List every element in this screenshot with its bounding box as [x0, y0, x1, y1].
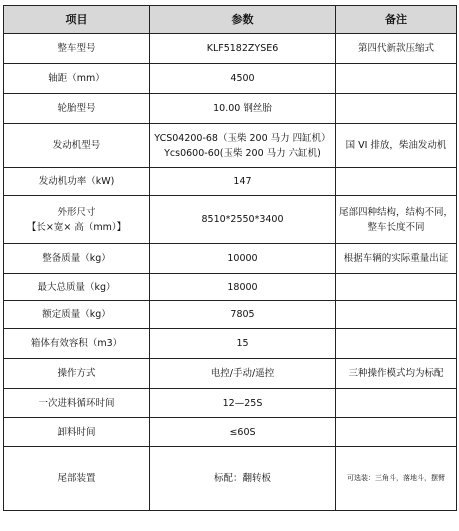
- row-item: 箱体有效容积（m3）: [4, 329, 150, 359]
- row-note: 根据车辆的实际重量出证: [336, 244, 457, 274]
- row-param: KLF5182ZYSE6: [150, 34, 336, 64]
- row-note: [336, 94, 457, 124]
- row-param: 147: [150, 168, 336, 196]
- row-item-line: 外形尺寸: [57, 206, 96, 218]
- table-row: [4, 329, 457, 359]
- table-row: [4, 64, 457, 94]
- header-note: 备注: [336, 6, 457, 34]
- table-row: [4, 168, 457, 196]
- header-row: [4, 6, 457, 34]
- table-row: [4, 301, 457, 329]
- table-row: [4, 447, 457, 511]
- header-param: 参数: [150, 6, 336, 34]
- table-row: [4, 94, 457, 124]
- row-item: 整车型号: [4, 34, 150, 64]
- row-param: [150, 124, 336, 168]
- row-param: ≤60S: [150, 418, 336, 447]
- row-note: 尾部四种结构，结构不同，整车长度不同: [336, 196, 457, 244]
- row-note: [336, 301, 457, 329]
- row-item: 轴距（mm）: [4, 64, 150, 94]
- table-row: [4, 274, 457, 301]
- row-item: 额定质量（kg）: [4, 301, 150, 329]
- row-note: 三种操作模式均为标配: [336, 359, 457, 389]
- header-item: 项目: [4, 6, 150, 34]
- row-param: 10.00 钢丝胎: [150, 94, 336, 124]
- spec-sheet: [3, 5, 456, 511]
- row-param-line: YCS04200-68（玉柴 200 马力 四缸机）: [154, 132, 331, 144]
- row-note: [336, 389, 457, 418]
- row-param: 10000: [150, 244, 336, 274]
- row-note: [336, 329, 457, 359]
- row-item: 发动机型号: [4, 124, 150, 168]
- row-param: 15: [150, 329, 336, 359]
- row-item: 卸料时间: [4, 418, 150, 447]
- row-param: 8510*2550*3400: [150, 196, 336, 244]
- row-item: 一次进料循环时间: [4, 389, 150, 418]
- table-row: [4, 196, 457, 244]
- row-note: [336, 274, 457, 301]
- row-param-line: Ycs0600-60(玉柴 200 马力 六缸机): [164, 147, 321, 159]
- row-note: 国 VI 排放，柴油发动机: [336, 124, 457, 168]
- row-item-line: 【长×宽× 高（mm）】: [26, 221, 127, 233]
- table-row: [4, 418, 457, 447]
- row-item: 最大总质量（kg）: [4, 274, 150, 301]
- row-param: 标配：翻转板: [150, 447, 336, 511]
- row-item: 操作方式: [4, 359, 150, 389]
- spec-table: [3, 5, 457, 511]
- row-note: [336, 168, 457, 196]
- row-item: [4, 196, 150, 244]
- row-param: 12—25S: [150, 389, 336, 418]
- row-note: [336, 418, 457, 447]
- table-row: [4, 244, 457, 274]
- row-item: 尾部装置: [4, 447, 150, 511]
- table-row: [4, 34, 457, 64]
- row-note: 可选装：三角斗，落地斗，摆臂: [336, 447, 457, 511]
- table-row: [4, 359, 457, 389]
- row-param: 18000: [150, 274, 336, 301]
- row-param: 4500: [150, 64, 336, 94]
- row-item: 发动机功率（kW): [4, 168, 150, 196]
- row-item: 整备质量（kg）: [4, 244, 150, 274]
- table-row: [4, 124, 457, 168]
- row-note: 第四代新款压缩式: [336, 34, 457, 64]
- table-row: [4, 389, 457, 418]
- row-item: 轮胎型号: [4, 94, 150, 124]
- row-note: [336, 64, 457, 94]
- row-param: 电控/手动/遥控: [150, 359, 336, 389]
- row-param: 7805: [150, 301, 336, 329]
